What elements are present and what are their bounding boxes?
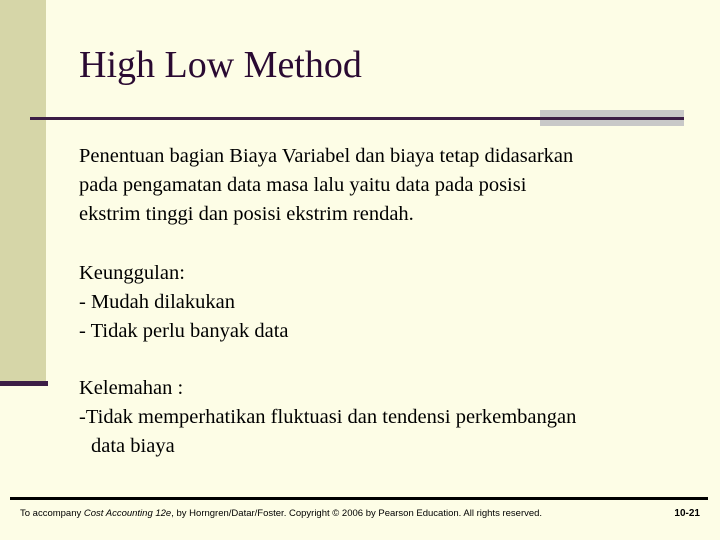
advantage-item: - Mudah dilakukan xyxy=(79,291,235,313)
left-bar-rule xyxy=(0,381,48,386)
spacer xyxy=(79,229,699,259)
paragraph-line: ekstrim tinggi dan posisi ekstrim rendah. xyxy=(79,203,414,225)
slide-title: High Low Method xyxy=(79,44,362,86)
title-rule-accent-line xyxy=(540,117,684,120)
advantage-item: - Tidak perlu banyak data xyxy=(79,320,289,342)
page-number: 10-21 xyxy=(674,508,700,519)
disadvantages-heading: Kelemahan : xyxy=(79,377,184,399)
left-decorative-bar xyxy=(0,0,46,383)
spacer xyxy=(79,346,699,374)
disadvantage-item: -Tidak memperhatikan fluktuasi dan tendensi perkembangan xyxy=(79,406,577,428)
disadvantage-item: data biaya xyxy=(91,435,175,457)
paragraph-line: Penentuan bagian Biaya Variabel dan biaya tetap didasarkan xyxy=(79,145,574,167)
footer-book-title: Cost Accounting 12e xyxy=(83,508,172,519)
slide-body xyxy=(79,142,699,461)
footer-prefix: To accompany xyxy=(20,508,84,519)
footer-rule xyxy=(10,497,708,500)
paragraph-line: pada pengamatan data masa lalu yaitu data pada posisi xyxy=(79,174,527,196)
advantages-heading: Keunggulan: xyxy=(79,262,185,284)
footer-credit xyxy=(20,508,542,519)
footer-suffix: , by Horngren/Datar/Foster. Copyright © 2006 by Pearson Education. All rights reserved. xyxy=(171,508,543,519)
